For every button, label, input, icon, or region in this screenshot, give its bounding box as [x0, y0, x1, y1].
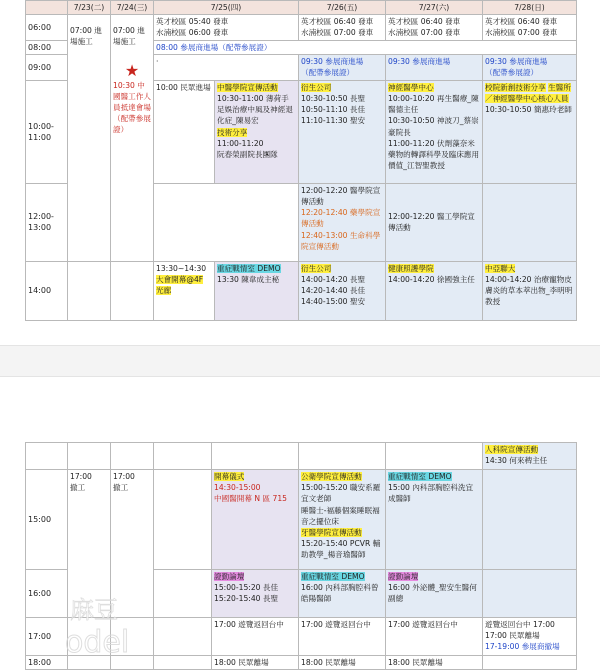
- schedule-table-2: [25, 442, 577, 670]
- bus-return-0727: 17:00 遊覽返回台中: [386, 618, 483, 656]
- cell-1600-0727: [386, 570, 483, 618]
- eng-college-promo: 12:00-12:20 醫工學院宣傳活動: [388, 212, 475, 233]
- cell-top-0723: [68, 443, 111, 470]
- cell-1200-0726: [299, 183, 386, 261]
- tech-share-title: 技術分享: [217, 127, 248, 137]
- cell-top-0725: [212, 443, 299, 470]
- time-1700: 17:00: [26, 618, 68, 656]
- cell-top-0727: [386, 443, 483, 470]
- cell-1800-0723: [68, 656, 111, 670]
- neuro-center-body: 10:00-10:20 再生醫療_陳醫德主任 10:30-10:50 神波刀_蔡崇豪院長 11:00-11:20 伏劑藻奈米藥物的轉譯科學及臨床應用價值_江智聖教授: [388, 94, 480, 171]
- icu-demo-cell: [215, 262, 298, 320]
- exhibitor-entry-0800: 08:00 參展商進場（配帶參展證）: [154, 40, 577, 54]
- header-cell-time: [26, 1, 68, 15]
- construction-text-0724: 07:00 進場施工: [113, 26, 145, 47]
- cell-1400-0728: [483, 261, 577, 320]
- time-blank: [26, 443, 68, 470]
- bus-return-0725: 17:00 遊覽返回台中: [212, 618, 299, 656]
- icu-demo-title-3: 重症戰情室 DEMO: [301, 572, 365, 581]
- ceremony-time: 14:30-15:00: [214, 483, 261, 493]
- cell-0900-0725: ·: [154, 54, 299, 80]
- cell-0723-construction: [68, 15, 111, 262]
- bus-return-0728: 遊覽返回台中 17:00: [485, 620, 555, 629]
- exhibitor-entry-0726: 09:30 參展商進場 （配帶參展證）: [299, 54, 386, 80]
- opening-title: 大會開幕@4F 光廊: [156, 275, 204, 296]
- row-0600: [26, 15, 577, 40]
- row-1500: [26, 470, 577, 570]
- cell-1200-0728: [483, 183, 577, 261]
- cell-1500-0725: [212, 470, 299, 570]
- cell-1700-0724: [111, 618, 154, 656]
- time-1200: 12:00- 13:00: [26, 183, 68, 261]
- header-row: [26, 1, 577, 15]
- forum-title-2: 證勤論壇: [388, 572, 419, 581]
- cell-1500-0728: [483, 470, 577, 570]
- ceremony-title: 開幕儀式: [214, 472, 245, 481]
- forum-body: 15:00-15:20 長佳 15:20-15:40 長聖: [214, 583, 279, 604]
- spinoff-body: 10:30-10:50 長聖 10:50-11:10 長佳 11:10-11:30 聖安: [301, 94, 366, 126]
- time-0900: 09:00: [26, 54, 68, 80]
- pharmacy-promo: 12:20-12:40 藥學院宣傳活動: [301, 208, 381, 229]
- bus-0727: 英才校區 06:40 發車 水湳校區 07:00 發車: [386, 15, 483, 40]
- humanities-body: 14:30 何來稗主任: [485, 456, 548, 466]
- cell-1700-0723: [68, 618, 111, 656]
- cell-1800-0728: [483, 656, 577, 670]
- exhibitor-entry-0727: 09:30 參展商進場: [386, 54, 483, 80]
- cell-top-0728: [483, 443, 577, 470]
- spinoff-title-pm: 衍生公司: [301, 263, 332, 273]
- public-health-body: 15:00-15:20 職安系羅宜文老師 睡醫士-褔藤個案睡眠褔音之擺位床: [301, 483, 381, 526]
- time-1400: 14:00: [26, 261, 68, 320]
- exhibitor-exit-0728: 17-19:00 參展商撤場: [485, 642, 560, 652]
- staff-arrival-note: 10:30 中國醫工作人員抵達會場 （配帶參展證）: [113, 80, 151, 135]
- opening-time: 13:30~14:30: [156, 263, 207, 273]
- life-science-promo: 12:40-13:00 生命科學院宣傳活動: [301, 230, 381, 251]
- schedule-page-2: [0, 376, 600, 672]
- time-1000: 10:00- 11:00: [26, 80, 68, 183]
- time-1600: 16:00: [26, 570, 68, 618]
- cell-top-a: [154, 443, 212, 470]
- cell-top-0726: [299, 443, 386, 470]
- public-exit-0726: 18:00 民眾離場: [299, 656, 386, 670]
- time-1500: 15:00: [26, 470, 68, 570]
- teardown-0723: 17:00 撤工: [68, 470, 111, 618]
- cell-0724-construction: [111, 15, 154, 262]
- cell-1800-a: [154, 656, 212, 670]
- cell-top-0724: [111, 443, 154, 470]
- neuro-center-title: 神經醫學中心: [388, 82, 434, 92]
- header-cell-0726: 7/26(五): [299, 1, 386, 15]
- header-cell-0723: 7/23(二): [68, 1, 111, 15]
- ceremony-body: 中國醫開幕 N 區 715: [214, 494, 287, 504]
- asia-univ-title: 中亞聯大: [485, 263, 516, 273]
- dental-body: 15:20-15:40 PCVR 輔助教學_楊音瑜醫師: [301, 539, 381, 560]
- header-cell-0724: 7/24(三): [111, 1, 154, 15]
- cell-1000-0728: [483, 80, 577, 183]
- watermark-text: 麻豆: [70, 596, 118, 624]
- exhibitor-entry-0728: 09:30 參展商進場 （配帶參展證）: [483, 54, 577, 80]
- cell-1000-0726: [299, 80, 386, 183]
- time-0600: 06:00: [26, 15, 68, 40]
- icu-demo-body: 13:30 陳韋成主秘: [217, 275, 280, 285]
- row-1800: [26, 656, 577, 670]
- tcm-college-title: 中醫學院宣傳活動: [217, 82, 278, 92]
- cell-1200-0725: [154, 183, 299, 261]
- cell-1400-0725: [154, 261, 299, 320]
- schedule-table-1: [25, 0, 577, 321]
- health-care-title: 健康照護學院: [388, 263, 434, 273]
- asia-univ-body: 14:00-14:20 治療寵物皮膚炎的草本萃出物_李明明教授: [485, 275, 573, 307]
- public-exit-0725: 18:00 民眾離場: [212, 656, 299, 670]
- construction-text: 07:00 進場施工: [70, 26, 102, 47]
- humanities-title: 人科院宣傳活動: [485, 445, 539, 454]
- icu-demo-title-2: 重症戰情室 DEMO: [388, 472, 452, 481]
- cell-1600-a: [154, 570, 212, 618]
- public-entry-text: 10:00 民眾進場: [156, 82, 211, 92]
- row-1700: [26, 618, 577, 656]
- health-care-body: 14:00-14:20 徐國強主任: [388, 275, 475, 285]
- biomed-title: 生醫所／神經醫學中心核心人員: [485, 82, 571, 104]
- row-1430: [26, 443, 577, 470]
- public-entry-cell: [154, 81, 215, 183]
- cell-1400-0723: [68, 261, 111, 320]
- bus-0728: 英才校區 06:40 發車 水湳校區 07:00 發車: [483, 15, 577, 40]
- cell-1200-0727: [386, 183, 483, 261]
- cell-1500-0726: [299, 470, 386, 570]
- cell-1700-a: [154, 618, 212, 656]
- public-exit-0727: 18:00 民眾離場: [386, 656, 483, 670]
- forum-body-2: 16:00 外泌體_聖安生醫何副總: [388, 583, 477, 604]
- time-0800: 08:00: [26, 40, 68, 54]
- header-cell-0728: 7/28(日): [483, 1, 577, 15]
- teardown-0724: 17:00 撤工: [111, 470, 154, 618]
- bus-return-0726: 17:00 遊覽返回台中: [299, 618, 386, 656]
- forum-title: 證勤論壇: [214, 572, 245, 581]
- icu-demo-body-3: 16:00 內科部胸腔科曾皓陽醫師: [301, 583, 379, 604]
- bus-0726: 英才校區 06:40 發車 水湳校區 07:00 發車: [299, 15, 386, 40]
- svg-text:odel: odel: [65, 625, 130, 658]
- tcm-college-cell: [215, 81, 298, 183]
- bus-0725: 英才校區 05:40 發車 水湳校區 06:00 發車: [154, 15, 299, 40]
- cell-1400-0726: [299, 261, 386, 320]
- cell-1800-0724: [111, 656, 154, 670]
- spinoff-body-pm: 14:00-14:20 長聖 14:20-14:40 長佳 14:40-15:00 聖安: [301, 275, 366, 307]
- cell-1400-0727: [386, 261, 483, 320]
- icu-demo-title: 重症戰情室 DEMO: [217, 263, 281, 273]
- cell-1400-0724: [111, 261, 154, 320]
- star-icon: ★: [124, 60, 140, 80]
- cell-1700-0728: [483, 618, 577, 656]
- startup-body: 10:30-10:50 簡惠玲老師: [485, 105, 572, 115]
- tcm-college-body: 10:30-11:00 薄荷手足娛治療中風及神經退化症_陳易宏: [217, 94, 293, 126]
- dental-title: 牙醫學院宣傳活動: [301, 528, 362, 538]
- time-1800: 18:00: [26, 656, 68, 670]
- cell-1000-0725: [154, 80, 299, 183]
- spinoff-title: 衍生公司: [301, 82, 332, 92]
- row-1400: [26, 261, 577, 320]
- public-exit-0728: 17:00 民眾離場: [485, 631, 540, 641]
- icu-demo-body-2: 15:00 內科部胸腔科洗宜成醫師: [388, 483, 474, 504]
- cell-1600-0728: [483, 570, 577, 618]
- med-college-promo: 12:00-12:20 醫學院宣傳活動: [301, 185, 381, 207]
- header-cell-0727: 7/27(六): [386, 1, 483, 15]
- cell-1600-0725: [212, 570, 299, 618]
- cell-1600-0726: [299, 570, 386, 618]
- opening-ceremony-cell: [154, 262, 215, 320]
- public-health-title: 公衛學院宣傳活動: [301, 472, 362, 481]
- cell-1500-0727: [386, 470, 483, 570]
- cell-1500-a: [154, 470, 212, 570]
- cell-1000-0727: [386, 80, 483, 183]
- startup-title: 校院新創技術分享: [485, 82, 546, 92]
- header-cell-0725: 7/25(四): [154, 1, 299, 15]
- tech-share-body: 11:00-11:20 阮春榮副院長團隊: [217, 138, 278, 160]
